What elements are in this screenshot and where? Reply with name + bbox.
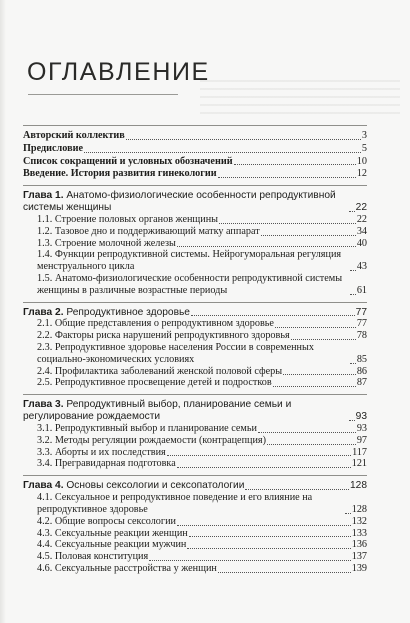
toc-entry-page: 5 — [361, 142, 367, 154]
toc-entry-page: 128 — [351, 503, 367, 515]
toc-section-1-5[interactable] — [23, 273, 367, 297]
toc-entry-page: 87 — [356, 377, 367, 389]
toc-section-2-4[interactable] — [23, 366, 367, 378]
toc-entry-page: 97 — [356, 434, 367, 446]
toc-section-2-1[interactable] — [23, 318, 367, 330]
toc-entry-page: 77 — [355, 306, 367, 318]
toc-chapter-1[interactable] — [23, 190, 367, 214]
leader-dots — [273, 385, 356, 387]
table-of-contents — [23, 120, 367, 575]
chapter-title: Основы сексологии и сексопатологии — [66, 480, 245, 492]
toc-entry-page: 40 — [356, 237, 367, 249]
leader-dots — [219, 222, 356, 224]
toc-section-2-2[interactable] — [23, 330, 367, 342]
toc-entry-page: 12 — [356, 168, 367, 180]
toc-section-4-6[interactable] — [23, 563, 367, 575]
toc-entry-page: 93 — [356, 423, 367, 435]
toc-section-3-3[interactable] — [23, 447, 367, 459]
toc-chapter-4[interactable] — [23, 480, 367, 492]
toc-entry-label: 3.4. Прегравидарная подготовка — [37, 458, 176, 470]
toc-entry-label: 4.2. Общие вопросы сексологии — [37, 515, 176, 527]
leader-dots — [234, 163, 356, 165]
leader-dots — [349, 419, 355, 421]
toc-entry-label: 2.3. Репродуктивное здоровье населения России в современных социально-экономических условиях — [37, 342, 314, 365]
toc-entry-page: 77 — [356, 318, 367, 330]
toc-section-4-1[interactable] — [23, 492, 367, 516]
leader-dots — [275, 326, 356, 328]
leader-dots — [349, 210, 355, 212]
toc-entry-label: 1.4. Функции репродуктивной системы. Нейрогуморальная регуляция менструального цикла — [37, 249, 342, 273]
toc-section-3-4[interactable] — [23, 458, 367, 470]
toc-entry-label: 4.3. Сексуальные реакции женщин — [37, 527, 188, 539]
leader-dots — [189, 535, 351, 537]
leader-dots — [218, 176, 356, 178]
toc-entry-page: 22 — [355, 202, 367, 214]
leader-dots — [350, 362, 356, 364]
toc-entry-page: 61 — [356, 284, 367, 296]
chapter-heading — [23, 190, 348, 214]
toc-entry-label: 4.6. Сексуальные расстройства у женщин — [37, 562, 217, 574]
leader-dots — [177, 524, 351, 526]
toc-entry-page: 93 — [355, 411, 367, 423]
toc-entry-page: 137 — [351, 551, 367, 563]
leader-dots — [177, 245, 356, 247]
toc-section-2-5[interactable] — [23, 377, 367, 389]
toc-entry-label: 1.1. Строение половых органов женщины — [37, 214, 219, 225]
chapter-separator — [23, 394, 367, 395]
toc-entry-label: 2.2. Факторы риска нарушений репродуктивного здоровья — [37, 330, 290, 342]
toc-entry-page: 139 — [351, 562, 367, 574]
leader-dots — [187, 547, 350, 549]
toc-entry-page: 128 — [350, 480, 367, 492]
toc-entry-page: 86 — [356, 365, 367, 377]
leader-dots — [258, 431, 356, 433]
toc-entry-authors[interactable] — [23, 130, 367, 142]
toc-entry-introduction[interactable] — [23, 168, 367, 180]
toc-entry-page: 34 — [356, 225, 367, 237]
toc-entry-page: 43 — [356, 261, 367, 273]
leader-dots — [283, 373, 356, 375]
toc-entry-label: 4.4. Сексуальные реакции мужчин — [37, 539, 187, 551]
toc-section-4-5[interactable] — [23, 551, 367, 563]
leader-dots — [350, 293, 356, 295]
leader-dots — [149, 559, 351, 561]
toc-entry-page: 136 — [351, 539, 367, 551]
show-through-text — [200, 80, 400, 120]
chapter-heading — [23, 307, 190, 319]
toc-entry-label: Авторский коллектив — [23, 130, 125, 141]
leader-dots — [177, 466, 351, 468]
toc-entry-label: 2.4. Профилактика заболеваний женской половой сферы — [37, 365, 283, 377]
toc-entry-label: Список сокращений и условных обозначений — [23, 155, 233, 167]
toc-section-4-3[interactable] — [23, 528, 367, 540]
toc-section-3-1[interactable] — [23, 423, 367, 435]
leader-dots — [84, 151, 361, 153]
toc-entry-abbreviations[interactable] — [23, 156, 367, 168]
toc-chapter-2[interactable] — [23, 307, 367, 319]
chapter-title: Репродуктивный выбор, планирование семьи и регулирование рождаемости — [23, 399, 292, 423]
chapter-heading — [23, 399, 348, 423]
toc-chapter-3[interactable] — [23, 399, 367, 423]
toc-section-3-2[interactable] — [23, 435, 367, 447]
toc-entry-page: 78 — [356, 330, 367, 342]
toc-entry-page: 132 — [351, 515, 367, 527]
chapter-heading — [23, 480, 244, 492]
toc-section-1-3[interactable] — [23, 238, 367, 250]
toc-entry-label: 3.2. Методы регуляции рождаемости (контрацепция) — [37, 434, 267, 446]
toc-entry-label: 4.5. Половая конституция — [37, 551, 149, 563]
toc-top-rule — [23, 125, 367, 126]
toc-entry-page: 22 — [356, 214, 367, 225]
leader-dots — [345, 512, 351, 514]
leader-dots — [291, 338, 356, 340]
toc-entry-label: 1.3. Строение молочной железы — [37, 237, 176, 249]
chapter-number: Глава 3. — [23, 399, 64, 411]
toc-entry-page: 10 — [356, 155, 367, 167]
leader-dots — [167, 454, 351, 456]
toc-section-1-1[interactable] — [23, 214, 367, 226]
leader-dots — [245, 488, 349, 490]
leader-dots — [350, 269, 356, 271]
page-title: ОГЛАВЛЕНИЕ — [27, 58, 210, 86]
toc-entry-page: 133 — [351, 527, 367, 539]
chapter-separator — [23, 302, 367, 303]
toc-section-1-2[interactable] — [23, 226, 367, 238]
leader-dots — [126, 138, 361, 140]
title-underline — [28, 94, 178, 95]
page-edge — [0, 0, 6, 623]
leader-dots — [218, 571, 351, 573]
leader-dots — [191, 314, 355, 316]
toc-section-1-4[interactable] — [23, 249, 367, 273]
toc-entry-label: 2.1. Общие представления о репродуктивном здоровье — [37, 318, 274, 330]
chapter-title: Анатомо-физиологические особенности репродуктивной системы женщины — [23, 190, 336, 214]
leader-dots — [261, 234, 356, 236]
chapter-number: Глава 1. — [23, 190, 64, 202]
toc-entry-label: 4.1. Сексуальное и репродуктивное поведение и его влияние на репродуктивное здоровье — [37, 492, 313, 515]
toc-section-4-2[interactable] — [23, 516, 367, 528]
toc-entry-label: 1.5. Анатомо-физиологические особенности репродуктивной системы женщины в различные возрастные периоды — [37, 272, 343, 296]
chapter-number: Глава 4. — [23, 480, 64, 492]
chapter-number: Глава 2. — [23, 306, 64, 318]
toc-entry-label: Предисловие — [23, 142, 83, 154]
leader-dots — [267, 443, 356, 445]
toc-entry-page: 3 — [361, 130, 367, 141]
toc-entry-label: Введение. История развития гинекологии — [23, 168, 217, 180]
toc-entry-page: 117 — [352, 446, 367, 458]
toc-entry-label: 3.3. Аборты и их последствия — [37, 446, 166, 458]
toc-entry-label: 3.1. Репродуктивный выбор и планирование семьи — [37, 423, 257, 435]
toc-entry-page: 121 — [351, 458, 367, 470]
toc-section-2-3[interactable] — [23, 342, 367, 366]
toc-entry-page: 85 — [356, 353, 367, 365]
chapter-title: Репродуктивное здоровье — [66, 306, 190, 318]
toc-entry-label: 2.5. Репродуктивное просвещение детей и подростков — [37, 377, 272, 389]
chapter-separator — [23, 185, 367, 186]
toc-entry-label: 1.2. Тазовое дно и поддерживающий матку аппарат — [37, 225, 260, 237]
chapter-separator — [23, 475, 367, 476]
toc-entry-preface[interactable] — [23, 143, 367, 155]
toc-section-4-4[interactable] — [23, 539, 367, 551]
